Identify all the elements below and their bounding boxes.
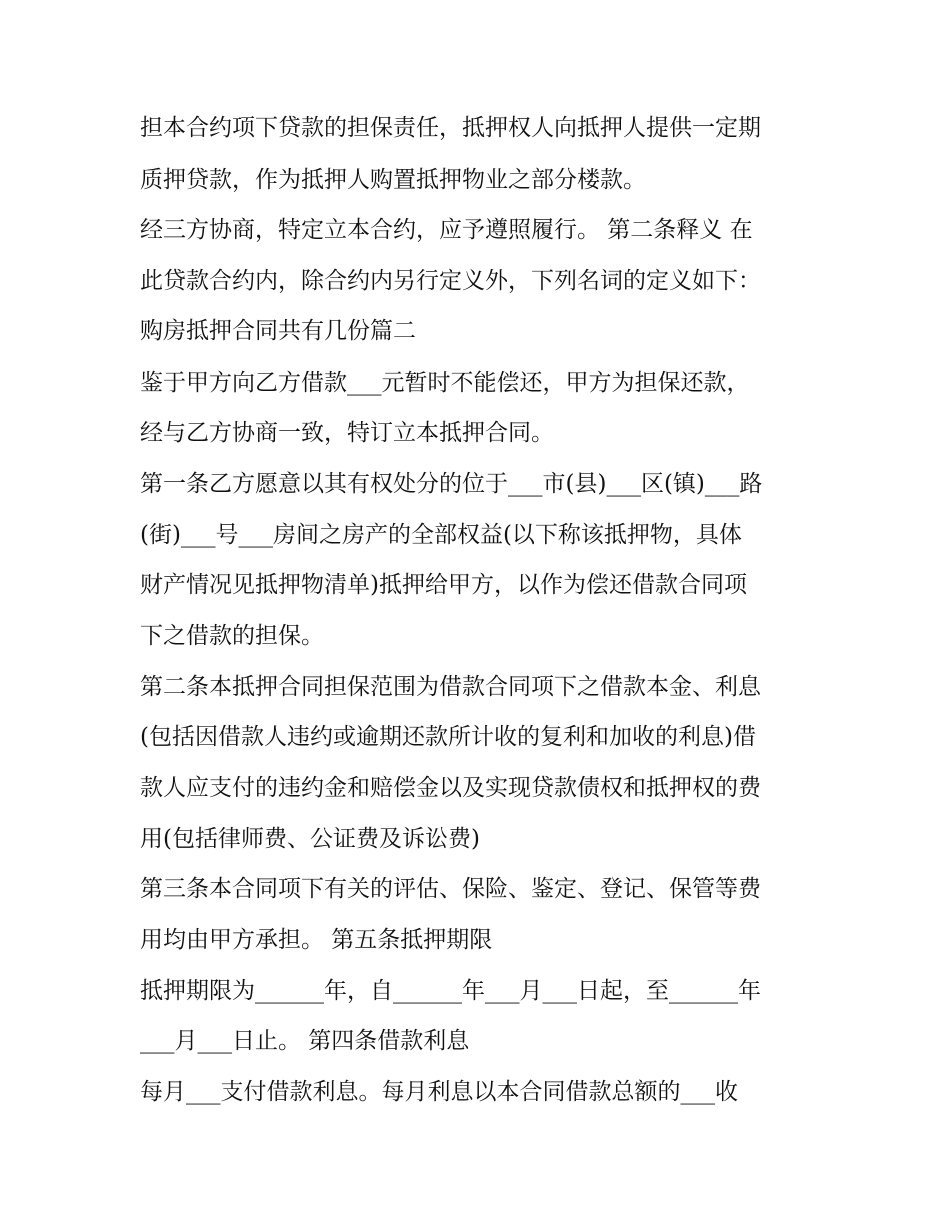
- text-line: 款人应支付的违约金和赔偿金以及实现贷款债权和抵押权的费: [140, 775, 761, 801]
- text-line: 第一条乙方愿意以其有权处分的位于___市(县)___区(镇)___路: [140, 471, 763, 497]
- text-line: 质押贷款，作为抵押人购置抵押物业之部分楼款。: [140, 167, 646, 193]
- text-line: ___月___日止。 第四条借款利息: [140, 1028, 470, 1054]
- text-line: 第三条本合同项下有关的评估、保险、鉴定、登记、保管等费: [140, 876, 761, 902]
- section-heading: 购房抵押合同共有几份篇二: [140, 318, 416, 344]
- text-line: 用均由甲方承担。 第五条抵押期限: [140, 927, 493, 953]
- text-line: 鉴于甲方向乙方借款___元暂时不能偿还，甲方为担保还款，: [140, 370, 750, 396]
- text-line: 此贷款合约内，除合约内另行定义外，下列名词的定义如下：: [140, 268, 761, 294]
- text-line: 第二条本抵押合同担保范围为借款合同项下之借款本金、利息: [140, 674, 761, 700]
- text-line: 担本合约项下贷款的担保责任，抵押权人向抵押人提供一定期: [140, 115, 761, 141]
- text-line: 用(包括律师费、公证费及诉讼费): [140, 826, 480, 852]
- text-line: 经三方协商，特定立本合约，应予遵照履行。 第二条释义 在: [140, 217, 753, 243]
- text-line: 经与乙方协商一致，特订立本抵押合同。: [140, 420, 554, 446]
- text-line: 抵押期限为______年，自______年___月___日起，至______年: [140, 978, 761, 1004]
- text-line: (包括因借款人违约或逾期还款所计收的复利和加收的利息)借: [140, 724, 756, 750]
- text-line: 下之借款的担保。: [140, 623, 324, 649]
- text-line: 财产情况见抵押物清单)抵押给甲方，以作为偿还借款合同项: [140, 572, 747, 598]
- text-line: 每月___支付借款利息。每月利息以本合同借款总额的___收: [140, 1079, 738, 1105]
- text-line: (街)___号___房间之房产的全部权益(以下称该抵押物，具体: [140, 522, 742, 548]
